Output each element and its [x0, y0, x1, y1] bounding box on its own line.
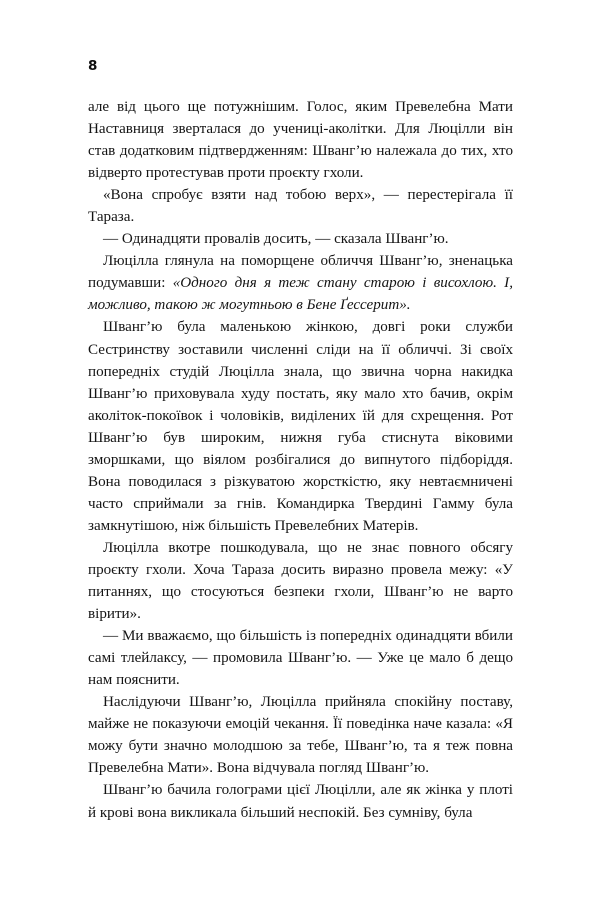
paragraph-schwangyu-line	[88, 228, 513, 250]
page-number: 8	[88, 58, 98, 74]
paragraph-lucilla-posture	[88, 691, 513, 779]
italic-passage: «Одного дня я теж стану старою і висохлою. І, можливо, такою ж могутньою в Бене Ґессерит».	[88, 275, 513, 314]
paragraph-lucilla-thought	[88, 250, 513, 316]
text-run: — Одинадцяти провалів досить, — сказала Шванг’ю.	[103, 231, 449, 248]
text-run: Люцілла глянула на поморщене обличчя Шванг’ю, зненацька подумавши:	[88, 253, 513, 292]
paragraph-lucilla-regret	[88, 537, 513, 625]
body-text-block	[88, 96, 513, 824]
text-run: «Вона спробує взяти над тобою верх», — перестерігала її Тараза.	[88, 187, 513, 226]
paragraph-schwangyu-description	[88, 316, 513, 536]
text-run: Шванг’ю була маленькою жінкою, довгі роки служби Сестринству зоставили численні сліди на її обличчі. Зі своїх попередніх студій Люцілла знала, що звична чорна накидка Шванг’ю приховувала худу постать, яку мало хто бачив, окрім аколіток-покоївок і чоловіків, виділених їй для схрещення. Рот Шванг’ю був широким, нижня губа стиснута віковими зморшками, що віялом розбігалися до випнутого підборіддя. Вона поводилася з різкуватою жорсткістю, яку невтаємничені часто сприймали за гнів. Командирка Твердині Гамму була замкнутішою, ніж більшість Превелебних Матерів.	[88, 319, 513, 534]
paragraph-schwangyu-dialogue	[88, 625, 513, 691]
paragraph-taraza-warning	[88, 184, 513, 228]
text-run: Люцілла вкотре пошкодувала, що не знає повного обсягу проєкту гхоли. Хоча Тараза досить виразно провела межу: «У питаннях, що стосуються безпеки гхоли, Шванг’ю не варто вірити».	[88, 539, 513, 623]
text-run: — Ми вважаємо, що більшість із попередніх одинадцяти вбили самі тлейлаксу, — промовила Шванг’ю. — Уже це мало б дещо нам пояснити.	[88, 628, 513, 689]
paragraph-holograms	[88, 779, 513, 823]
text-run: але від цього ще потужнішим. Голос, яким Превелебна Мати Наставниця зверталася до учениці-аколітки. Для Люцілли він став додатковим підтвердженням: Шванг’ю належала до тих, хто відверто протестував проти проєкту гхоли.	[88, 99, 513, 182]
text-run: Наслідуючи Шванг’ю, Люцілла прийняла спокійну поставу, майже не показуючи емоцій чекання. Її поведінка наче казала: «Я можу бути значно молодшою за тебе, Шванг’ю, та я теж повна Превелебна Мати». Вона відчувала погляд Шванг’ю.	[88, 694, 513, 777]
paragraph-continuation	[88, 96, 513, 184]
text-run: Шванг’ю бачила голограми цієї Люцілли, але як жінка у плоті й крові вона викликала більший неспокій. Без сумніву, була	[88, 782, 513, 821]
